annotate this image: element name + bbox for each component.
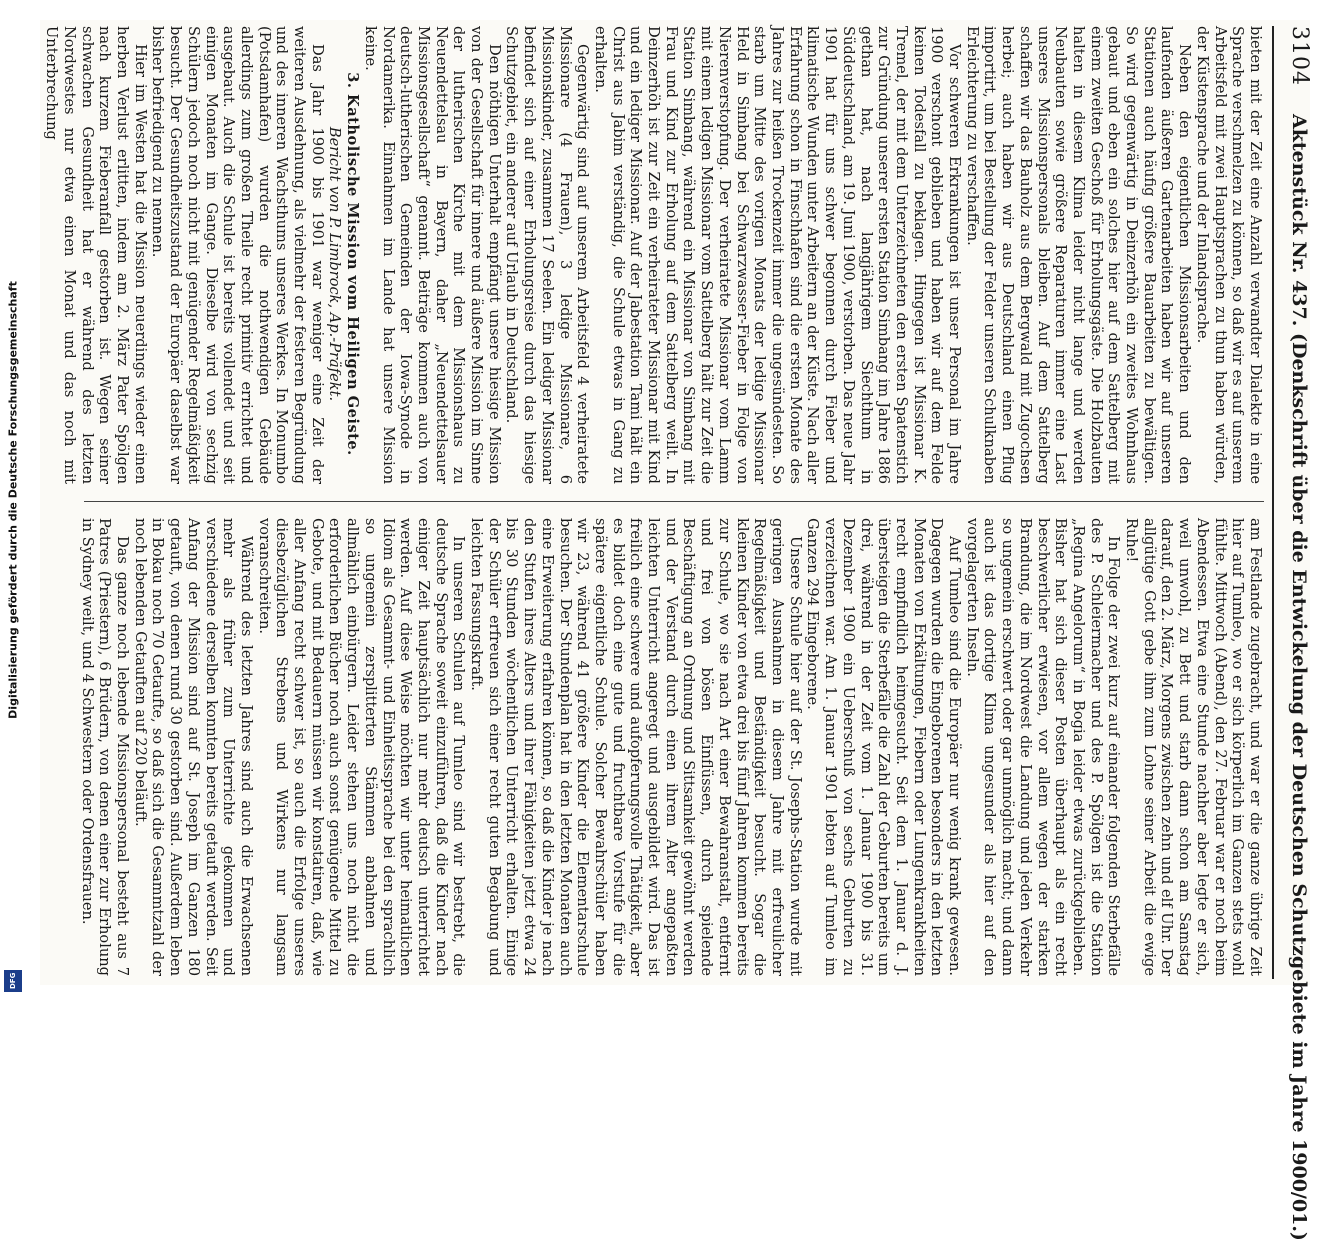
text-column-right (64, 518, 1264, 976)
section-heading: 3. Katholische Mission vom Heiligen Geiste. (344, 72, 362, 456)
paragraph: am Festlande zugebracht, und war er die ganze übrige Zeit hier auf Tumleo, wo er sich körperlich im Ganzen stets wohl fühlte. Mittwoch (Abend), den 27. Februar war er noch beim Abendessen. Etwa eine Stunde nachher aber legte er sich, weil unwohl, zu Bett und starb dann schon am Samstag darauf, den 2. März, Morgens zwischen zehn und elf Uhr. Der allgütige Gott gebe ihm zum Lohne seiner Arbeit die ewige Ruhe! (1123, 518, 1264, 976)
page-title: Aktenstück Nr. 437. (Denkschrift über die Entwickelung der Deutschen Schutzgebiete im Jahre 1900/01.) (1288, 114, 1310, 1241)
text-column-left (43, 26, 1264, 484)
paragraph: Das Jahr 1900 bis 1901 war weniger eine Zeit der weiteren Ausdehnung, als vielmehr der festeren Begründung und des inneren Wachsthums unseres Werkes. In Monumbo (Potsdamhafen) wurden die nothwendigen Gebäude allerdings zum großen Theile recht primitiv errichtet und ausgebaut. Auch die Schule ist bereits vollendet und seit einigen Monaten im Gange. Dieselbe wird von sechzig Schülern jedoch noch nicht mit genügender Regelmäßigkeit besucht. Der Gesundheitszustand der Europäer daselbst war bisher befriedigend zu nennen. (149, 26, 326, 484)
paragraph: Während des letzten Jahres sind auch die Erwachsenen mehr als früher zum Unterrichte gekommen und verschiedene derselben konnten bereits getauft werden. Seit Anfang der Mission sind auf St. Joseph im Ganzen 180 getauft, von denen rund 30 gestorben sind. Außerdem leben in Bokau noch 70 Getaufte, so daß sich die Gesammtzahl der noch lebenden Getauften auf 220 beläuft. (131, 518, 255, 976)
paragraph: Hier im Westen hat die Mission neuerdings wieder einen herben Verlust erlitten, indem am 2. März Pater Spölgen nach kurzem Fieberanfall gestorben ist. Wegen seiner schwachen Gesundheit hat er während des letzten Nordwestes nur etwa einen Monat und das noch mit Unterbrechung (43, 26, 149, 484)
page-header (1274, 26, 1312, 1241)
paragraph: Das ganze noch lebende Missionspersonal besteht aus 7 Patres (Priestern), 6 Brüdern, von denen einer zur Erholung in Sydney weilt, und 4 Schwestern oder Ordensfrauen. (78, 518, 131, 976)
paragraph: Unsere Schule hier auf der St. Josephs-Station wurde mit geringen Ausnahmen in diesem Jahre mit erfreulicher Regelmäßigkeit und Beständigkeit besucht. Sogar die kleinen Kinder von etwa drei bis fünf Jahren kommen bereits zur Schule, wo sie nach Art einer Bewahranstalt, entfernt und frei von bösen Einflüssen, durch spielende Beschäftigung an Ordnung und Sittsamkeit gewöhnt werden und der Verstand durch einen ihrem Alter angepaßten leichten Unterricht angeregt und ausgebildet wird. Das ist freilich eine schwere und aufopferungsvolle Thätigkeit, aber es bildet doch eine gute und fruchtbare Vorstufe für die spätere eigentliche Schule. Solcher Bewahrschüler haben wir 23, während 41 größere Kinder die Elementarschule besuchen. Der Stundenplan hat in den letzten Monaten auch eine Erweiterung erfahren können, so daß die Kinder je nach den Stufen ihres Alters und ihrer Fähigkeiten jetzt etwa 24 bis 30 Stunden wöchentlichen Unterricht erhalten. Einige der Schüler erfreuen sich einer recht guten Begabung und leichten Fassungskraft. (468, 518, 804, 976)
paragraph: Den nöthigen Unterhalt empfängt unsere hiesige Mission von der Gesellschaft für innere und äußere Mission im Sinne der lutherischen Kirche mit dem Missionshaus zu Neuendettelsau in Bayern, daher „Neuendettelsauer Missionsgesellschaft“ genannt. Beiträge kommen auch von deutsch-lutherischen Gemeinden der Iowa-Synode in Nordamerika. Einnahmen im Lande hat unsere Mission keine. (361, 26, 503, 484)
document-page (40, 20, 1312, 1241)
paragraph: Gegenwärtig sind auf unserem Arbeitsfeld 4 verheiratete Missionare (4 Frauen), 3 ledige Missionare, 6 Missionskinder, zusammen 17 Seelen. Ein lediger Missionar befindet sich auf einer Erholungsreise durch das hiesige Schutzgebiet, ein anderer auf Urlaub in Deutschland. (503, 26, 592, 484)
side-strip (0, 0, 26, 1000)
section-subheading: Bericht von P. Limbrock, Ap.-Präfekt. (326, 126, 344, 402)
paragraph: In Folge der zwei kurz auf einander folgenden Sterbefälle des P. Schleiermacher und des P. Spölgen ist die Station „Regina Angelorum“ in Bogia leider etwas zurückgeblieben. Bisher hat sich dieser Posten überhaupt als ein recht beschwerlicher erwiesen, vor allem wegen der starken Brandung, die im Nordwest die Landung und jeden Verkehr so ungemein erschwert oder gar unmöglich macht; und dann auch ist das dortige Klima ungesunder als hier auf den vorgelagerten Inseln. (963, 518, 1123, 976)
column-divider (84, 501, 1264, 502)
page-number: 3104 (1287, 26, 1312, 86)
paragraph: Vor schweren Erkrankungen ist unser Personal im Jahre 1900 verschont geblieben und haben wir auf dem Felde keinen Todesfall zu beklagen. Hingegen ist Missionar K. Tremel, der mit dem Unterzeichneten den ersten Spatenstich zur Gründung unserer ersten Station Simbang im Jahre 1886 gethan hat, nach langjährigem Siechthum in Süddeutschland, am 19. Juni 1900, verstorben. Das neue Jahr 1901 hat für uns schwer begonnen durch Fieber und klimatische Wunden unter Arbeitern an der Küste. Nach aller Erfahrung schon in Finschhafen sind die ersten Monate des Jahres zur heißen Trockenzeit immer die ungesündesten. So starb um Mitte des vorigen Monats der ledige Missionar Held in Simbang bei Schwarzwasser-Fieber in Folge von Nierenverstopfung. Der verheiratete Missionar vom Lamm mit einem ledigen Missionar vom Sattelberg hält zur Zeit die Station Simbang, während ein Missionar von Simbang mit Frau und Kind zur Erholung auf dem Sattelberg weilt. In Deinzerhöh ist zur Zeit ein verheirateter Missionar mit Kind und ein lediger Missionar. Auf der Jabestation Tami hält ein Christ aus Jabim verständig, die Schule etwas in Gang zu erhalten. (591, 26, 964, 484)
digitization-note: Digitalisierung gefördert durch die Deutsche Forschungsgemeinschaft (6, 281, 20, 719)
header-rule (1272, 26, 1274, 979)
paragraph: Auf Tumleo sind die Europäer nur wenig krank gewesen. Dagegen wurden die Eingeborenen besonders in den letzten Monaten von Erkältungen, Fiebern oder Lungenkrankheiten recht empfindlich heimgesucht. Seit dem 1. Januar d. J. übersteigen die Sterbefälle die Zahl der Geburten bereits um drei, während in der Zeit vom 1. Januar 1900 bis 31. Dezember 1900 ein Ueberschuß von sechs Geburten zu verzeichnen war. Am 1. Januar 1901 lebten auf Tumleo im Ganzen 294 Eingeborene. (804, 518, 964, 976)
paragraph: Neben den eigentlichen Missionsarbeiten und den laufenden äußeren Gartenarbeiten haben wir auf unseren Stationen auch häufig größere Bauarbeiten zu bewältigen. So wird gegenwärtig in Deinzerhöh ein zweites Wohnhaus gebaut und eben ein solches hier auf dem Sattelberg mit einem zweiten Geschoß für Erholungsgäste. Die Holzbauten halten in diesem Klima leider nicht lange und werden Neubauten sowie größere Reparaturen immer eine Last unseres Missionspersonals bleiben. Auf dem Sattelberg schaffen wir das Bauholz aus dem Bergwald mit Zugochsen herbei; auch haben wir aus Deutschland einen Pflug importirt, um bei Bestellung der Felder unseren Schulknaben Erleichterung zu verschaffen. (963, 26, 1194, 484)
dfg-logo: DFG (4, 970, 22, 992)
page-viewport (40, 20, 1312, 1241)
paragraph: bieten mit der Zeit eine Anzahl verwandter Dialekte in eine Sprache verschmelzen zu können, so daß wir es auf unserem Arbeitsfeld mit zwei Hauptsprachen zu thun haben würden, der Küstensprache und der Inlandsprache. (1193, 26, 1264, 484)
paragraph: In unseren Schulen auf Tumleo sind wir bestrebt, die deutsche Sprache soweit einzuführen, daß die Kinder nach einiger Zeit hauptsächlich nur mehr deutsch unterrichtet werden. Auf diese Weise möchten wir unter heimatlichen Idiom als Gesammt- und Einheitssprache bei den sprachlich so ungemein zersplitterten Stämmen anbahnen und allmählich einbürgern. Leider stehen uns noch nicht die erforderlichen Bücher noch auch sonst genügende Mittel zu Gebote, und mit Bedauern müssen wir konstatiren, daß, wie aller Anfang recht schwer ist, so auch die Erfolge unseres diesbezüglichen Strebens und Wirkens nur langsam voranschreiten. (255, 518, 468, 976)
